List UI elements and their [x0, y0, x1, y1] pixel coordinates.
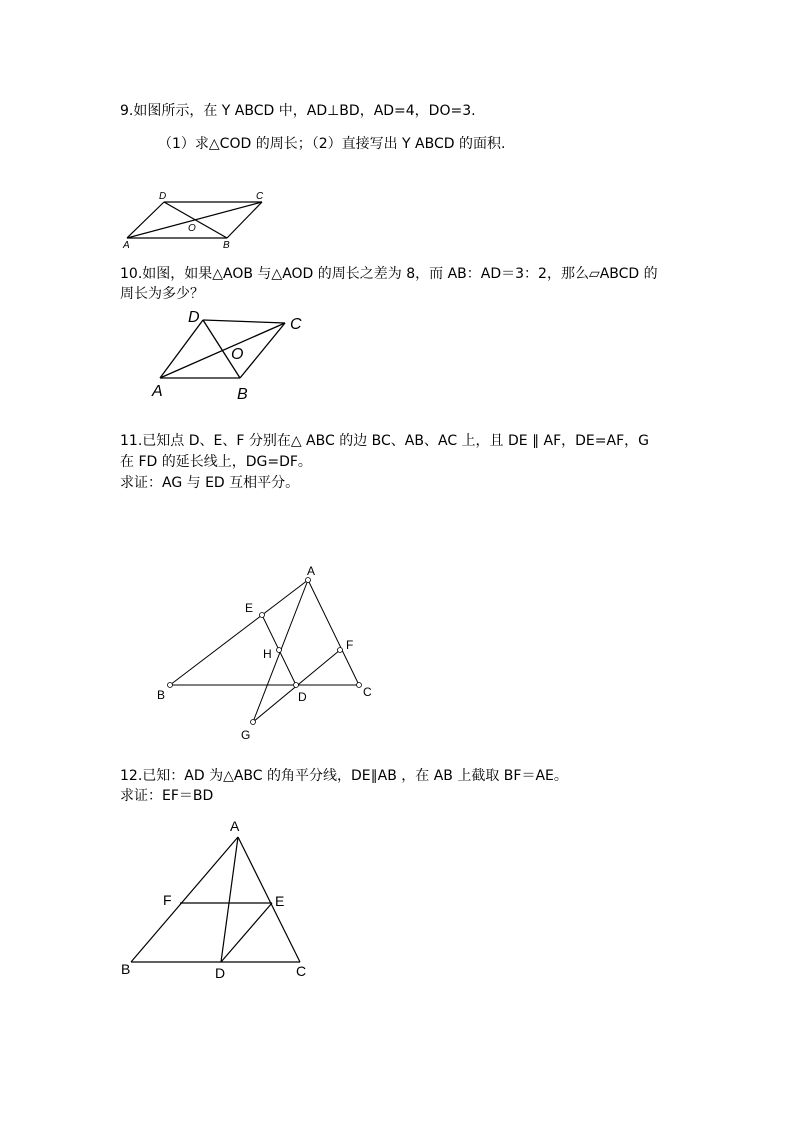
fig10-edge-DC	[203, 320, 285, 323]
fig11-point-G	[251, 720, 256, 725]
fig11-point-H	[277, 648, 282, 653]
fig10-label-O: O	[231, 346, 244, 363]
figure-10-parallelogram	[145, 305, 315, 405]
fig9-label-B: B	[223, 240, 230, 251]
fig11-point-B	[168, 683, 173, 688]
problem-11-line-1: 11.已知点 D、E、F 分别在△ ABC 的边 BC、AB、AC 上，且 DE ∥ AF，DE=AF，G	[120, 433, 649, 449]
fig12-label-D: D	[215, 965, 226, 981]
fig11-point-D	[294, 683, 299, 688]
fig12-edge-AC	[238, 837, 300, 962]
figure-11-triangle	[150, 560, 385, 750]
fig12-label-E: E	[275, 893, 285, 909]
figure-12-triangle	[115, 812, 325, 987]
fig10-edge-CB	[240, 323, 285, 378]
fig12-label-B: B	[121, 961, 131, 977]
fig11-label-F: F	[346, 638, 354, 652]
fig10-label-D: D	[188, 309, 200, 326]
problem-10-line-1: 10.如图，如果△AOB 与△AOD 的周长之差为 8，而 AB：AD＝3：2，那么▱ABCD 的	[120, 266, 658, 282]
fig10-label-C: C	[290, 316, 302, 333]
fig12-label-F: F	[163, 892, 172, 908]
fig10-label-A: A	[152, 383, 163, 400]
problem-9-line-2: （1）求△COD 的周长；（2）直接写出 Y ABCD 的面积.	[158, 136, 506, 152]
fig9-label-C: C	[256, 191, 264, 202]
fig11-label-H: H	[263, 647, 272, 661]
fig9-edge-CB	[227, 202, 262, 238]
problem-11-line-2: 在 FD 的延长线上，DG=DF。	[120, 454, 312, 470]
fig11-label-A: A	[307, 564, 316, 578]
fig12-label-C: C	[296, 963, 307, 979]
fig11-label-D: D	[298, 690, 307, 704]
fig11-label-G: G	[241, 728, 251, 742]
problem-11-line-3: 求证：AG 与 ED 互相平分。	[120, 475, 300, 491]
problem-9-line-1: 9.如图所示，在 Y ABCD 中，AD⊥BD，AD=4，DO=3.	[120, 103, 476, 119]
fig12-bisector-AD	[221, 837, 238, 962]
fig9-label-O: O	[188, 223, 196, 234]
fig9-label-A: A	[123, 240, 130, 251]
fig12-segment-ED	[221, 903, 272, 962]
fig11-point-C	[357, 683, 362, 688]
fig11-point-E	[260, 613, 265, 618]
fig11-label-C: C	[363, 685, 372, 699]
fig11-point-A	[306, 578, 311, 583]
fig12-label-A: A	[230, 818, 240, 834]
fig10-edge-AD	[160, 320, 203, 378]
problem-10-line-2: 周长为多少？	[120, 286, 204, 302]
fig12-edge-AB	[131, 837, 238, 962]
fig11-label-E: E	[245, 601, 254, 615]
problem-12-line-1: 12.已知：AD 为△ABC 的角平分线，DE∥AB ，在 AB 上截取 BF＝AE。	[120, 768, 568, 784]
problem-12-line-2: 求证：EF＝BD	[120, 788, 214, 804]
fig11-point-F	[338, 648, 343, 653]
fig11-edge-AC	[308, 580, 359, 685]
fig10-label-B: B	[237, 386, 248, 403]
fig9-label-D: D	[159, 191, 167, 202]
fig11-label-B: B	[157, 688, 166, 702]
figure-9-parallelogram	[115, 185, 285, 257]
